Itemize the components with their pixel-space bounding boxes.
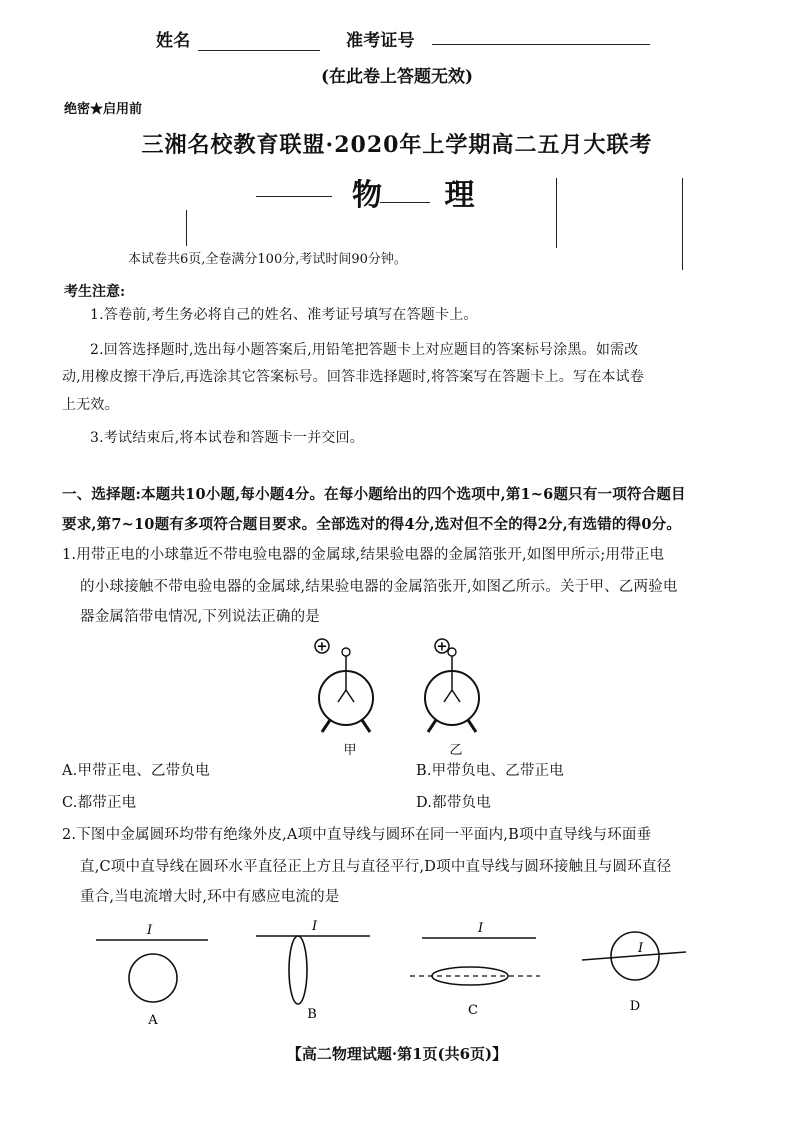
notes-heading: 考生注意: (64, 284, 126, 300)
name-label: 姓名 (156, 31, 191, 51)
metal-ring-icon (129, 954, 177, 1002)
option-c: C.都带正电 (62, 795, 137, 811)
diagram-d (582, 932, 686, 1014)
subject-rule-right (380, 202, 430, 203)
electroscope-left (315, 639, 373, 732)
confidential-mark: 绝密★启用前 (64, 102, 143, 117)
diagram-label-b: B (307, 1007, 317, 1022)
figure-label-jia: 甲 (343, 743, 357, 758)
note-item-2: 2.回答选择题时,选出每小题答案后,用铅笔把答题卡上对应题目的答案标号涂黑。如需改 (90, 342, 639, 358)
diagram-label-a: A (148, 1013, 158, 1028)
subject-title: 物 理 (352, 178, 501, 213)
current-label: I (312, 919, 318, 934)
subject-rule-left (256, 196, 332, 197)
question-2-text-cont: 直,C项中直导线在圆环水平直径正上方且与直径平行,D项中直导线与圆环接触且与圆环直径 (80, 859, 672, 875)
metal-ring-icon (289, 936, 307, 1004)
question-2-text-cont: 重合,当电流增大时,环中有感应电流的是 (80, 889, 340, 905)
diagram-label-c: C (468, 1003, 478, 1018)
page-footer: 【高二物理试题·第1页(共6页)】 (286, 1045, 508, 1063)
foil-left-icon (444, 690, 452, 702)
exam-info: 本试卷共6页,全卷满分100分,考试时间90分钟。 (128, 252, 407, 267)
option-a: A.甲带正电、乙带负电 (62, 763, 210, 779)
plus-sign: + (436, 639, 448, 655)
answer-invalid-notice: (在此卷上答题无效) (320, 67, 474, 87)
option-d: D.都带负电 (416, 795, 491, 811)
note-item-2-cont: 上无效。 (62, 397, 119, 413)
current-label: I (147, 923, 153, 938)
diagram-label-d: D (629, 999, 641, 1014)
name-underline (198, 50, 320, 51)
section-heading: 一、选择题:本题共10小题,每小题4分。在每小题给出的四个选项中,第1~6题只有一项符合题目 (62, 486, 686, 503)
scan-artifact-line (556, 178, 557, 248)
scan-artifact-line (186, 210, 187, 246)
ring-wire-figure (90, 918, 700, 1028)
current-label: I (638, 941, 644, 956)
diagram-a (96, 923, 208, 1028)
note-item-2-cont: 动,用橡皮擦干净后,再选涂其它答案标号。回答非选择题时,将答案写在答题卡上。写在本试卷 (62, 369, 644, 385)
question-1-text-cont: 的小球接触不带电验电器的金属球,结果验电器的金属箔张开,如图乙所示。关于甲、乙两验电 (80, 579, 678, 595)
plus-sign: + (316, 639, 328, 655)
diagram-b (256, 919, 370, 1022)
metal-ring-icon (432, 967, 508, 985)
scan-artifact-line (682, 178, 683, 270)
foil-left-icon (338, 690, 346, 702)
electroscope-figure (290, 632, 510, 762)
foil-right-icon (452, 690, 460, 702)
foil-right-icon (346, 690, 354, 702)
metal-ball-icon (342, 648, 350, 656)
question-1-text-cont: 器金属箔带电情况,下列说法正确的是 (80, 609, 321, 625)
electroscope-right (425, 639, 479, 732)
current-label: I (478, 921, 484, 936)
exam-id-label: 准考证号 (346, 31, 415, 51)
note-item-3: 3.考试结束后,将本试卷和答题卡一并交回。 (90, 430, 365, 446)
question-2-text: 2.下图中金属圆环均带有绝缘外皮,A项中直导线与圆环在同一平面内,B项中直导线与环面垂 (62, 827, 652, 843)
exam-id-underline (432, 44, 650, 45)
question-1-text: 1.用带正电的小球靠近不带电验电器的金属球,结果验电器的金属箔张开,如图甲所示;用带正电 (62, 547, 665, 563)
section-heading-cont: 要求,第7~10题有多项符合题目要求。全部选对的得4分,选对但不全的得2分,有选错的得0分。 (62, 516, 682, 533)
metal-ball-icon (448, 648, 456, 656)
diagram-c (410, 921, 540, 1018)
straight-wire (582, 952, 686, 960)
exam-title: 三湘名校教育联盟·2020年上学期高二五月大联考 (141, 132, 653, 158)
option-b: B.甲带负电、乙带正电 (416, 763, 564, 779)
note-item-1: 1.答卷前,考生务必将自己的姓名、准考证号填写在答题卡上。 (90, 307, 478, 323)
figure-label-yi: 乙 (449, 743, 463, 758)
